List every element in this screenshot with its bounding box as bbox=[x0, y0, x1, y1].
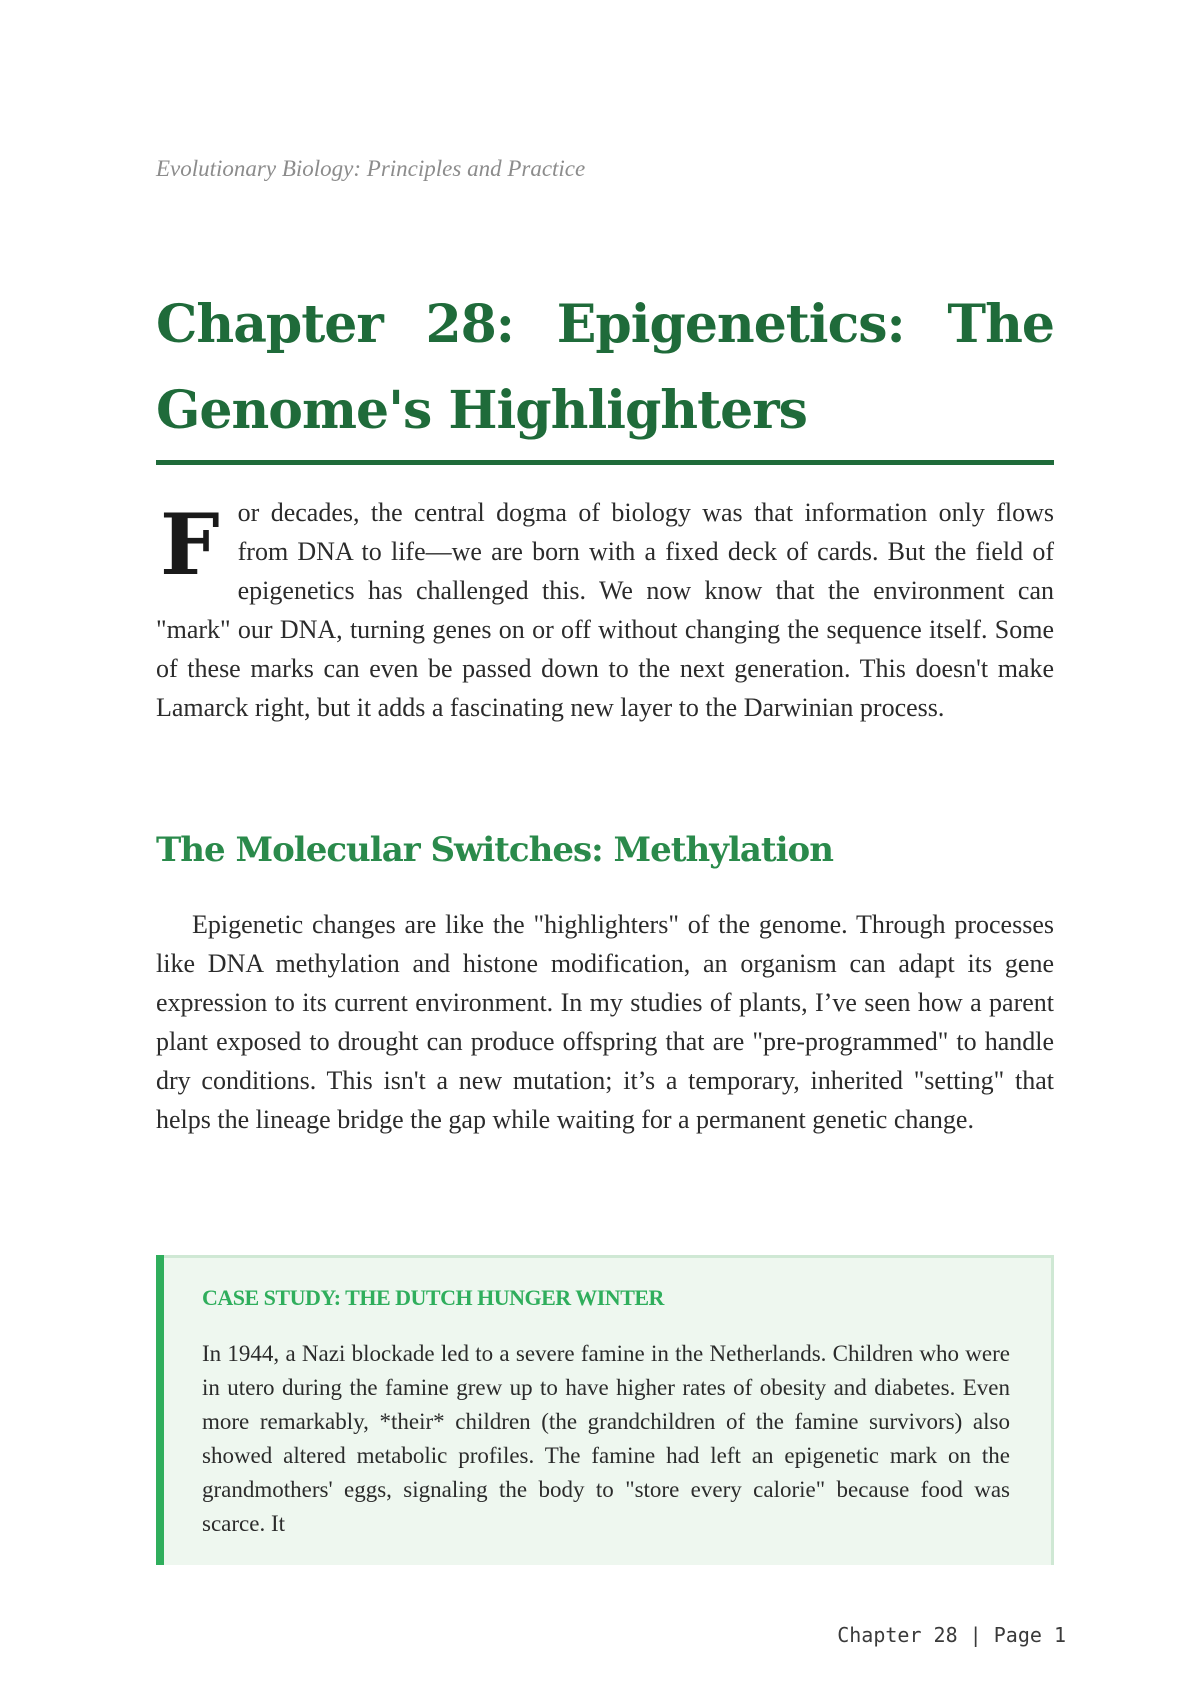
section-heading: The Molecular Switches: Methylation bbox=[156, 830, 833, 870]
case-box-top-border bbox=[164, 1255, 1054, 1258]
chapter-title: Chapter 28: Epigenetics: The Genome's Highlighters bbox=[156, 294, 1054, 441]
running-head: Evolutionary Biology: Principles and Practice bbox=[156, 156, 586, 181]
case-study-title: CASE STUDY: THE DUTCH HUNGER WINTER bbox=[202, 1285, 664, 1310]
intro-paragraph bbox=[156, 493, 1054, 727]
title-divider bbox=[156, 460, 1054, 465]
case-box-right-border bbox=[1051, 1255, 1054, 1565]
case-study-box bbox=[156, 1255, 1054, 1565]
page-footer: Chapter 28 | Page 1 bbox=[837, 1623, 1066, 1647]
case-study-text: In 1944, a Nazi blockade led to a severe famine in the Netherlands. Children who were in utero during the famine grew up to have higher rates of obesity and diabetes. Even more remarkably, *their* children (the grandchildren of the famine survivors) also showed altered metabolic profiles. The famine had left an epigenetic mark on the grandmothers' eggs, signaling the body to "store every calorie" because food was scarce. It bbox=[202, 1341, 1010, 1536]
intro-text: or decades, the central dogma of biology was that information only flows from DNA to life—we are born with a fixed deck of cards. But the field of epigenetics has challenged this. We now know that the environment can "mark" our DNA, turning genes on or off without changing the sequence itself. Some of these marks can even be passed down to the next generation. This doesn't make Lamarck right, but it adds a fascinating new layer to the Darwinian process. bbox=[156, 498, 1054, 722]
drop-cap: F bbox=[160, 495, 220, 594]
section-paragraph: Epigenetic changes are like the "highlighters" of the genome. Through processes like DNA methylation and histone modification, an organism can adapt its gene expression to its current environment. In my studies of plants, I’ve seen how a parent plant exposed to drought can produce offspring that are "pre-programmed" to handle dry conditions. This isn't a new mutation; it’s a temporary, inherited "setting" that helps the lineage bridge the gap while waiting for a permanent genetic change. bbox=[156, 910, 1054, 1134]
